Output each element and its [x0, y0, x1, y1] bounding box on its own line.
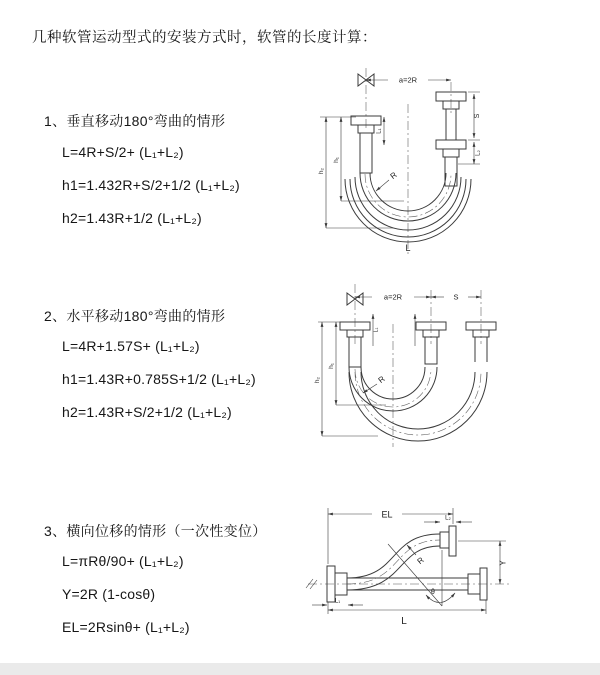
u-bend-arcs [349, 367, 487, 441]
dim-label-h2: h₂ [314, 376, 321, 384]
dim-h2 [314, 322, 378, 436]
dim-l2 [424, 516, 472, 523]
dim-label-h1: h₁ [328, 363, 335, 369]
dim-label-theta: θ [431, 589, 435, 596]
dim-el [328, 508, 453, 564]
dim-label-l: L [401, 616, 407, 627]
section1-formula-h2: h2=1.43R+1/2 (L₁+L₂) [62, 210, 202, 226]
dim-label-s: S [474, 113, 481, 119]
dim-label-l1: L₁ [373, 327, 380, 333]
dim-label-y: Y [498, 560, 508, 566]
radius-leader [376, 170, 399, 191]
section1-heading: 1、垂直移动180°弯曲的情形 [44, 113, 226, 129]
vertical-180-bend-diagram [308, 68, 593, 263]
dim-label-l1: L₁ [376, 128, 383, 134]
page-bottom-strip [0, 663, 600, 675]
dim-l1 [377, 117, 385, 145]
section3-heading: 3、横向位移的情形（一次性变位） [44, 523, 267, 539]
dim-label-r: R [415, 555, 426, 566]
right-pipe [475, 337, 487, 362]
radius-leader [407, 545, 426, 566]
left-braided-hose [360, 133, 372, 173]
section1-formula-L: L=4R+S/2+ (L₁+L₂) [62, 144, 184, 160]
s-curve-hose [347, 534, 440, 590]
right-flange-lower [436, 140, 466, 157]
dim-label-a2r: a=2R [398, 75, 418, 85]
page-title: 几种软管运动型式的安装方式时，软管的长度计算： [32, 30, 377, 46]
section3-formula-L: L=πRθ/90+ (L₁+L₂) [62, 553, 184, 569]
section2-heading: 2、水平移动180°弯曲的情形 [44, 308, 226, 324]
dim-a2r [355, 293, 431, 302]
dim-l [328, 600, 486, 627]
dim-s [431, 293, 481, 302]
radius-leader [363, 374, 387, 393]
dim-label-el: EL [381, 509, 393, 520]
dim-s [468, 92, 481, 140]
dim-l2 [458, 142, 482, 164]
dim-label-r: R [388, 170, 399, 181]
section2-formula-h1: h1=1.43R+0.785S+1/2 (L₁+L₂) [62, 371, 256, 387]
dim-label-a2r: a=2R [383, 292, 403, 302]
dim-label-s: S [453, 292, 459, 302]
section3-formula-EL: EL=2Rsinθ+ (L₁+L₂) [62, 619, 190, 635]
dim-a2r [366, 76, 451, 85]
dim-l1 [373, 314, 415, 346]
dim-label-h2: h₂ [318, 167, 325, 175]
dim-label-h1: h₁ [333, 157, 340, 163]
dim-label-l: L [405, 243, 411, 253]
right-pipe [446, 109, 456, 140]
section2-formula-h2: h2=1.43R+S/2+1/2 (L₁+L₂) [62, 404, 232, 420]
dim-l1 [312, 599, 363, 606]
lateral-displacement-diagram [300, 498, 600, 643]
horizontal-180-bend-diagram [308, 284, 600, 456]
dim-label-l1: L₁ [334, 598, 341, 605]
section1-formula-h1: h1=1.432R+S/2+1/2 (L₁+L₂) [62, 177, 240, 193]
section3-formula-Y: Y=2R (1-cosθ) [62, 586, 156, 602]
dim-label-l2: L₂ [445, 515, 451, 522]
dim-label-r: R [376, 374, 387, 385]
section2-formula-L: L=4R+1.57S+ (L₁+L₂) [62, 338, 200, 354]
angle-construction [388, 544, 455, 606]
displaced-flange [440, 526, 456, 556]
dim-label-l2: L₂ [475, 150, 482, 156]
